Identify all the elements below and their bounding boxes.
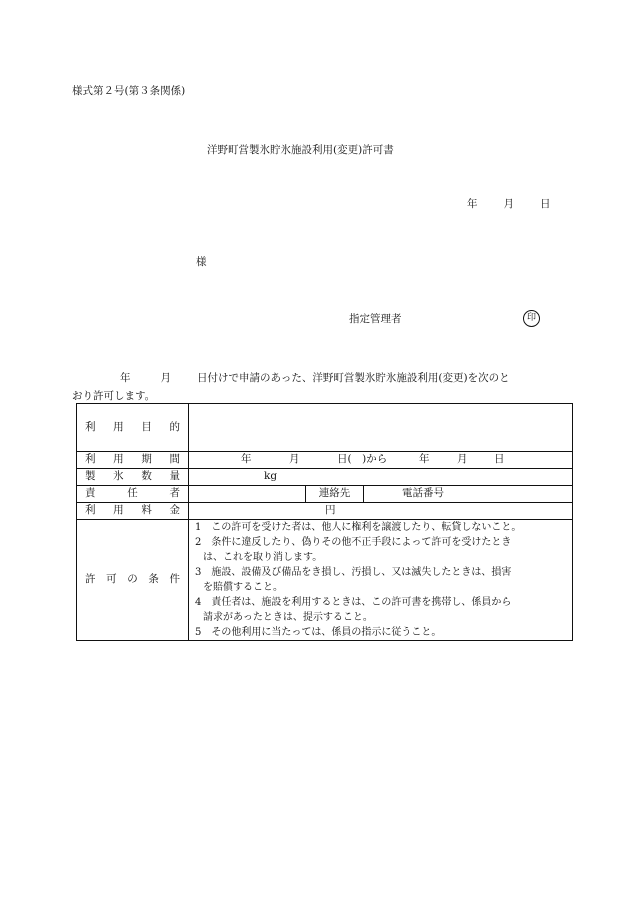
addressee-suffix: 様	[196, 256, 207, 268]
responsible-value	[189, 486, 306, 503]
period-day-from: 日( )から	[337, 453, 388, 465]
label-char: 用	[113, 504, 124, 517]
purpose-value	[189, 404, 573, 452]
label-char: 任	[127, 487, 138, 500]
label-char: 金	[169, 504, 180, 517]
period-day-to: 日	[494, 453, 505, 465]
label-char: 許	[85, 573, 96, 586]
row-conditions	[77, 520, 573, 641]
period-year-from: 年	[241, 453, 252, 465]
statement-line1: 日付けで申請のあった、洋野町営製氷貯氷施設利用(変更)を次のと	[197, 372, 510, 384]
row-purpose	[77, 404, 573, 452]
label-char: 可	[106, 573, 117, 586]
contact-label: 連絡先	[306, 486, 364, 503]
form-number: 様式第２号(第３条関係)	[72, 85, 186, 97]
period-value	[189, 452, 573, 469]
label-char: 量	[169, 470, 180, 483]
document-title: 洋野町営製氷貯氷施設利用(変更)許可書	[207, 144, 394, 156]
label-char: 条	[148, 573, 159, 586]
period-month-to: 月	[457, 453, 468, 465]
row-fee	[77, 503, 573, 520]
label-char: 用	[113, 420, 124, 433]
label-char: 的	[169, 420, 180, 433]
label-char: 利	[85, 420, 96, 433]
condition-item: は、これを取り消します。	[203, 552, 323, 563]
purpose-label	[85, 421, 180, 435]
label-char: 責	[85, 487, 96, 500]
condition-item: 請求があったときは、提示すること。	[203, 612, 373, 623]
permit-statement	[72, 369, 572, 405]
label-char: 用	[113, 453, 124, 466]
condition-item: 5 その他利用に当たっては、係員の指示に従うこと。	[195, 627, 442, 638]
label-char: 目	[141, 420, 152, 433]
conditions-label	[85, 573, 180, 587]
quantity-unit: kg	[264, 470, 278, 482]
date-day: 日	[540, 198, 551, 210]
row-responsible	[77, 486, 573, 503]
phone-label: 電話番号	[364, 486, 573, 503]
statement-month: 月	[160, 372, 171, 384]
period-label	[85, 453, 180, 467]
label-char: 利	[85, 453, 96, 466]
condition-item: を賠償すること。	[203, 582, 283, 593]
period-month-from: 月	[289, 453, 300, 465]
label-char: 期	[141, 453, 152, 466]
seal-mark: 印	[523, 310, 540, 327]
label-char: の	[127, 573, 138, 586]
issuer-label: 指定管理者	[349, 313, 402, 325]
label-char: 数	[141, 470, 152, 483]
row-period	[77, 452, 573, 469]
period-year-to: 年	[419, 453, 430, 465]
fee-unit: 円	[325, 504, 336, 516]
fee-label	[85, 504, 180, 518]
statement-year: 年	[120, 372, 131, 384]
label-char: 件	[169, 573, 180, 586]
date-year: 年	[467, 198, 478, 210]
quantity-value	[189, 469, 573, 486]
label-char: 者	[169, 487, 180, 500]
responsible-label	[85, 487, 180, 501]
label-char: 製	[85, 470, 96, 483]
condition-item: 1 この許可を受けた者は、他人に権利を譲渡したり、転貸しないこと。	[195, 522, 522, 533]
condition-item: 3 施設、設備及び備品をき損し、汚損し、又は滅失したときは、損害	[195, 567, 512, 578]
label-char: 間	[169, 453, 180, 466]
label-char: 氷	[113, 470, 124, 483]
permit-table	[76, 403, 573, 641]
conditions-list	[189, 520, 573, 641]
date-month: 月	[503, 198, 514, 210]
label-char: 利	[85, 504, 96, 517]
row-quantity	[77, 469, 573, 486]
label-char: 料	[141, 504, 152, 517]
fee-value	[189, 503, 573, 520]
statement-line2: おり許可します。	[72, 390, 156, 402]
issue-date	[467, 198, 551, 212]
condition-item: 4 責任者は、施設を利用するときは、この許可書を携帯し、係員から	[195, 597, 512, 608]
quantity-label	[85, 470, 180, 484]
condition-item: 2 条件に違反したり、偽りその他不正手段によって許可を受けたとき	[195, 537, 512, 548]
